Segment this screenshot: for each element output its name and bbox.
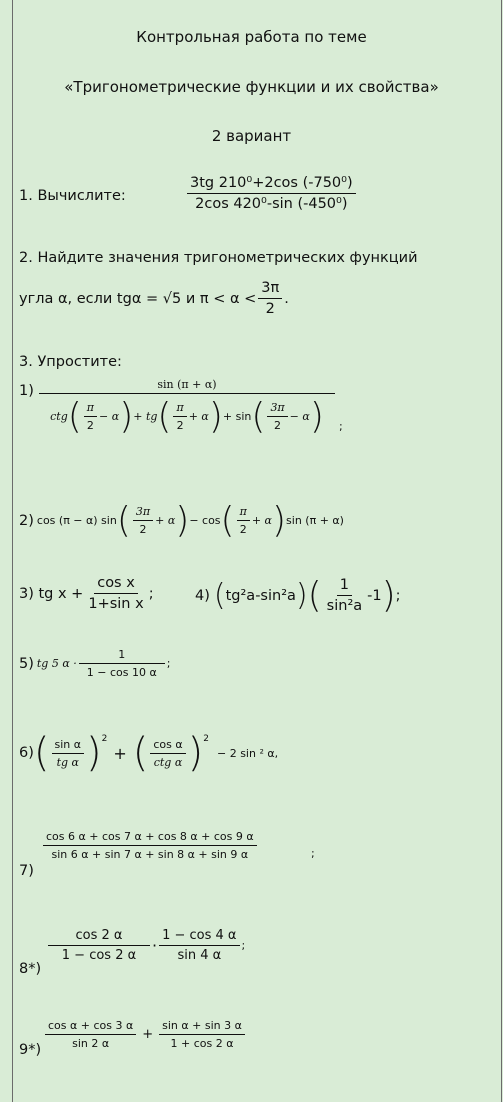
ex3-num: cos x <box>94 575 138 594</box>
exercise-2: 2) cos (π − α) sin ( $\frac{3\pi}{2}$ + α ) − cos ( $\frac{\pi}{2}$ + α ) sin (π + α) <box>19 500 344 541</box>
ex1-label: 1) <box>19 383 34 399</box>
ex2-p3: − cos <box>189 514 221 527</box>
ex1-2: 2 <box>86 419 94 432</box>
ex1-plus-a: + α <box>188 410 209 423</box>
ex3-den: 1+sin x <box>88 596 144 612</box>
ex8-f1-den: 1 − cos 2 α <box>61 948 137 963</box>
ex8-f1-num: cos 2 α <box>48 928 150 946</box>
ex7-den: sin 6 α + sin 7 α + sin 8 α + sin 9 α <box>51 848 249 861</box>
ex8-f2-num: 1 − cos 4 α <box>159 928 239 946</box>
ex1-minus-a: − α <box>99 410 120 423</box>
ex1-plus-tg: + tg <box>133 410 158 423</box>
exercise-5 <box>19 648 170 679</box>
ex8-label: 8*) <box>19 961 42 977</box>
ex5-label: 5) <box>19 655 34 672</box>
ex6-f1-num: sin α <box>52 738 85 754</box>
ex2-p1: cos (π − α) sin <box>36 514 117 527</box>
task1-denominator: 2cos 420⁰-sin (-450⁰) <box>195 196 348 212</box>
ex7-end: ; <box>311 847 315 860</box>
ex2-p4: + α <box>251 514 272 527</box>
ex5-lead: tg 5 α · <box>36 657 77 670</box>
task2-frac-num: 3π <box>258 280 282 299</box>
ex1-2-b: 2 <box>176 419 184 432</box>
ex1-3pi: 3π <box>267 401 287 417</box>
ex6-tail: − 2 sin ² α, <box>216 746 279 760</box>
ex7-num: cos 6 α + cos 7 α + cos 8 α + cos 9 α <box>43 830 257 846</box>
exercise-4: 4) ( tg²a-sin²a ) ( $\frac{1}{\text{sin²a}}$ -1 ) ; <box>195 575 401 616</box>
variant-title: 2 вариант <box>211 127 292 145</box>
task2-text: угла α, если tgα = √5 и π < α < <box>19 290 257 307</box>
ex6-sq2: 2 <box>203 734 209 744</box>
ex6-sq1: 2 <box>101 734 108 744</box>
ex9-f2-den: 1 + cos 2 α <box>170 1037 234 1050</box>
ex2-f2-den: 2 <box>239 523 247 536</box>
ex1-ctg: ctg <box>50 410 68 423</box>
ex4-den: sin²a <box>326 598 363 614</box>
ex8-dot: · <box>152 936 158 955</box>
ex6-f2-den: ctg α <box>153 755 183 769</box>
ex9-f1-den: sin 2 α <box>72 1037 110 1050</box>
ex4-label: 4) <box>195 587 210 604</box>
ex2-f1-den: 2 <box>139 523 147 536</box>
ex9-f2-num: sin α + sin 3 α <box>159 1019 245 1035</box>
task2-line1: 2. Найдите значения тригонометрических функций <box>19 250 418 266</box>
ex5-num: 1 <box>79 648 165 664</box>
ex4-tail: -1 <box>367 587 382 604</box>
ex2-f1-num: 3π <box>133 505 153 521</box>
ex3-end: ; <box>148 585 154 602</box>
ex3-label: 3) tg x + <box>19 585 84 602</box>
ex4-num: 1 <box>337 577 352 596</box>
task2-end: . <box>284 290 289 307</box>
ex2-label: 2) <box>19 512 34 529</box>
ex5-den: 1 − cos 10 α <box>86 666 157 679</box>
ex7-label: 7) <box>19 863 34 879</box>
ex1-plus-sin: + sin <box>222 410 252 423</box>
task2-frac-den: 2 <box>265 301 275 317</box>
task1-label: 1. Вычислите: <box>19 188 126 204</box>
task2-fraction <box>258 280 282 317</box>
ex1-pi-b: π <box>173 401 186 417</box>
ex2-f2-num: π <box>237 505 250 521</box>
page-title: Контрольная работа по теме <box>136 28 367 46</box>
exercise-6: 6) ( $\frac{\text{sin α}}{\text{tg α}}$ ) $^2$ + ( $\frac{\text{cos α}}{\text{ctg α}}$ ) $^2$ − 2 sin ² α, <box>19 730 279 776</box>
ex4-inner: tg²a-sin²a <box>225 587 296 604</box>
ex6-plus: + <box>113 743 127 763</box>
ex9-f1-num: cos α + cos 3 α <box>45 1019 136 1035</box>
topic-title: «Тригонометрические функции и их свойства» <box>64 78 439 96</box>
task2-line2 <box>19 280 289 317</box>
ex4-end: ; <box>395 587 401 604</box>
ex6-label: 6) <box>19 745 34 761</box>
ex6-f2-num: cos α <box>150 738 185 754</box>
ex6-f1-den: tg α <box>56 755 79 769</box>
ex1-2-c: 2 <box>274 419 282 432</box>
ex1-pi: π <box>84 401 97 417</box>
task3-label: 3. Упростите: <box>19 354 122 370</box>
ex9-plus: + <box>142 1027 154 1042</box>
ex8-f2-den: sin 4 α <box>177 948 222 963</box>
ex8-end: ; <box>241 939 246 952</box>
task1-fraction <box>185 175 358 212</box>
ex1-numerator: sin (π + α) <box>39 378 335 394</box>
ex5-end: ; <box>166 657 171 670</box>
task1-numerator: 3tg 210⁰+2cos (-750⁰) <box>187 175 356 194</box>
ex2-p2: + α <box>155 514 176 527</box>
ex1-denominator: ctg ( $\frac{\pi}{2}$ − α ) + tg ( $\frac{\pi}{2}$ + α ) + sin ( $\frac{3\pi}{2}$ − α ) <box>50 396 324 437</box>
ex1-end: ; <box>339 420 343 433</box>
ex2-p5: sin (π + α) <box>286 514 344 527</box>
exercise-3 <box>19 575 154 612</box>
ex1-minus-a-b: − α <box>289 410 310 423</box>
ex9-label: 9*) <box>19 1042 42 1058</box>
